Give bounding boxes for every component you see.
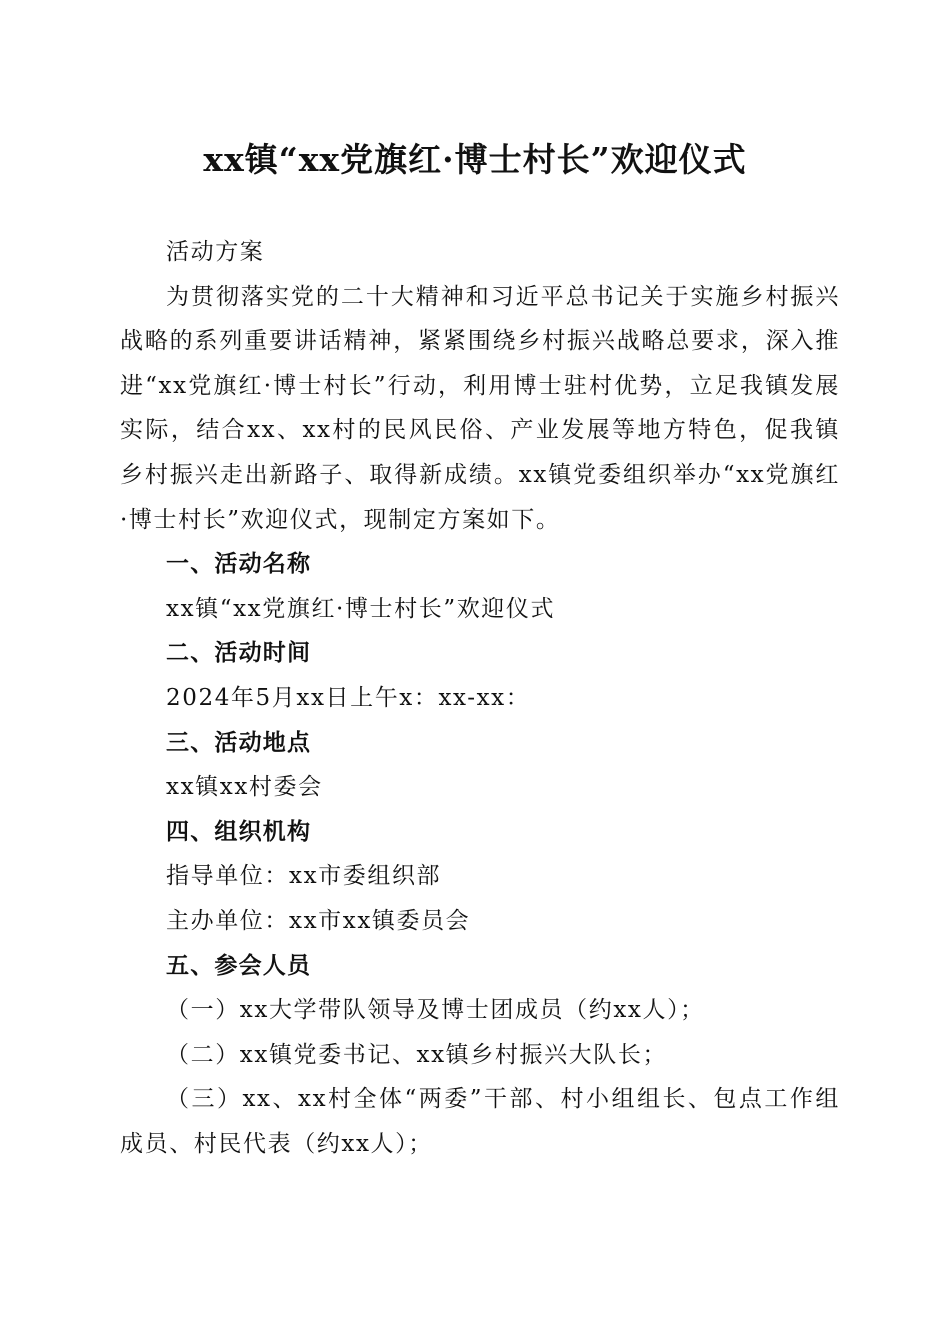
section-content-place: xx镇xx村委会 bbox=[166, 774, 323, 801]
section-heading-attendees: 五、参会人员 bbox=[166, 951, 312, 979]
document-body bbox=[120, 230, 840, 1166]
section-content-name: xx镇“xx党旗红·博士村长”欢迎仪式 bbox=[166, 595, 556, 622]
intro-paragraph: 为贯彻落实党的二十大精神和习近平总书记关于实施乡村振兴战略的系列重要讲话精神，紧紧围绕乡村振兴战略总要求，深入推进“xx党旗红·博士村长”行动，利用博士驻村优势，立足我镇发展实际，结合xx、xx村的民风民俗、产业发展等地方特色，促我镇乡村振兴走出新路子、取得新成绩。xx镇党委组织举办“xx党旗红·博士村长”欢迎仪式，现制定方案如下。 bbox=[120, 283, 840, 533]
org-guide-unit: 指导单位：xx市委组织部 bbox=[166, 863, 442, 890]
section-heading-name: 一、活动名称 bbox=[166, 550, 312, 578]
section-content-time: 2024年5月xx日上午x：xx-xx： bbox=[166, 684, 531, 711]
org-host-unit: 主办单位：xx市xx镇委员会 bbox=[166, 907, 471, 934]
document-title: xx镇“xx党旗红·博士村长”欢迎仪式 bbox=[203, 140, 747, 179]
attendee-item-3: （三）xx、xx村全体“两委”干部、村小组组长、包点工作组成员、村民代表（约xx人）； bbox=[120, 1086, 840, 1157]
attendee-item-2: （二）xx镇党委书记、xx镇乡村振兴大队长； bbox=[166, 1041, 668, 1068]
section-heading-org: 四、组织机构 bbox=[166, 817, 312, 845]
attendee-item-1: （一）xx大学带队领导及博士团成员（约xx人）； bbox=[166, 997, 705, 1024]
section-heading-time: 二、活动时间 bbox=[166, 639, 312, 667]
intro-label: 活动方案 bbox=[166, 239, 265, 265]
section-heading-place: 三、活动地点 bbox=[166, 728, 312, 756]
